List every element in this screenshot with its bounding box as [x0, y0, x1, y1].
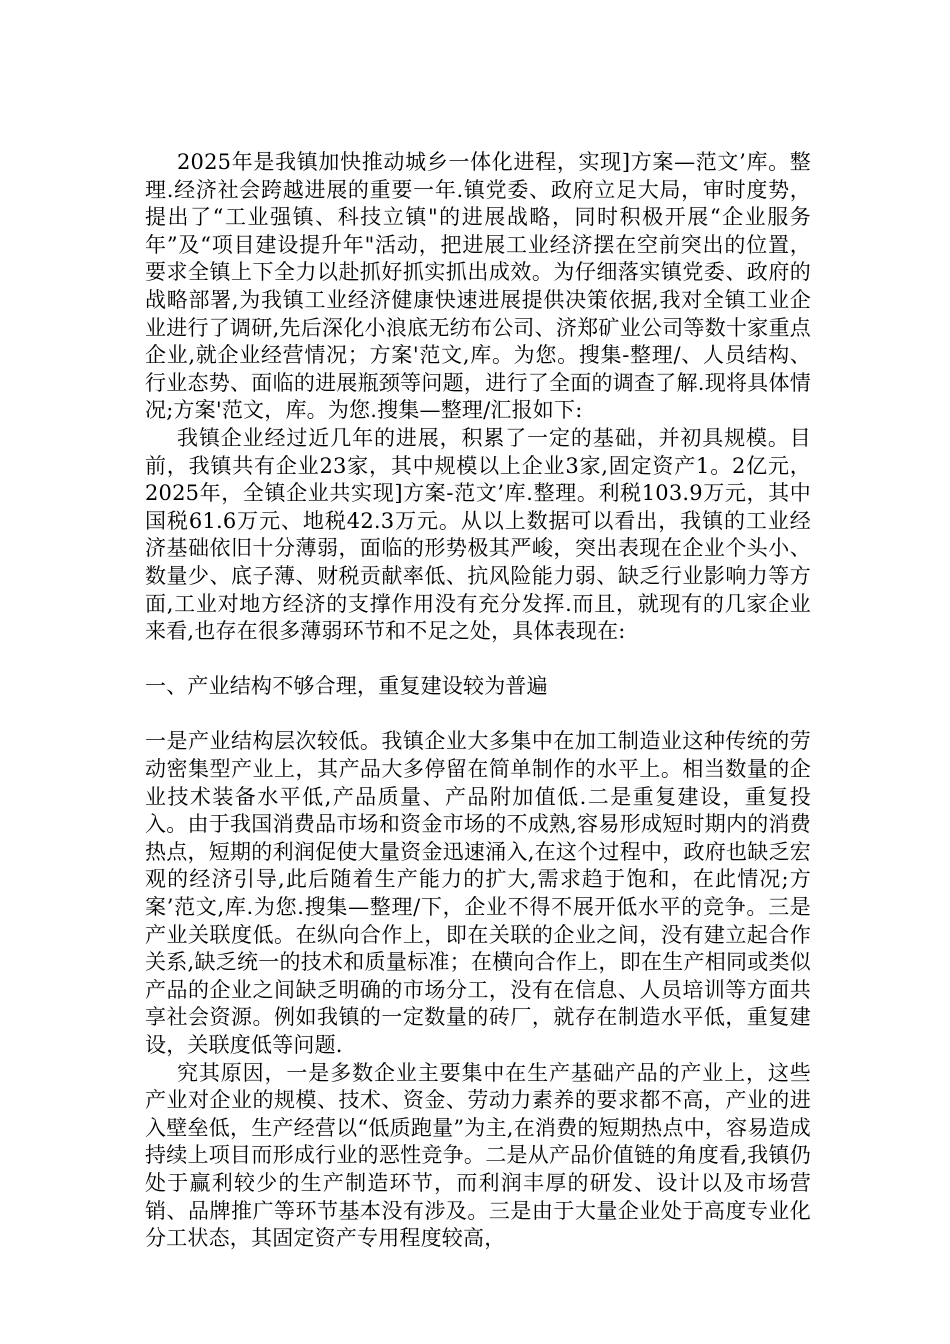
causes-paragraph: 究其原因，一是多数企业主要集中在生产基础产品的产业上，这些产业对企业的规模、技术、资金、劳动力素养的要求都不高，产业的进入壁垒低，生产经营以“低质跑量”为主,在消费的短期热点中，容易造成持续上项目而形成行业的恶性竞争。二是从产品价值链的角度看,我镇仍处于赢利较少的生产制造环节，而利润丰厚的研发、设计以及市场营销、品牌推广等环节基本没有涉及。三是由于大量企业处于高度专业化分工状态，其固定资产专用程度较高，: [145, 1060, 811, 1251]
problems-paragraph: 一是产业结构层次较低。我镇企业大多集中在加工制造业这种传统的劳动密集型产业上，其产品大多停留在简单制作的水平上。相当数量的企业技术装备水平低,产品质量、产品附加值低.二是重复建设，重复投入。由于我国消费品市场和资金市场的不成熟,容易形成短时期内的消费热点，短期的利润促使大量资金迅速涌入,在这个过程中，政府也缺乏宏观的经济引导,此后随着生产能力的扩大,需求趋于饱和，在此情况;方案’范文,库.为您.搜集—整理/下，企业不得不展开低水平的竞争。三是产业关联度低。在纵向合作上，即在关联的企业之间，没有建立起合作关系,缺乏统一的技术和质量标准；在横向合作上，即在生产相同或类似产品的企业之间缺乏明确的市场分工，没有在信息、人员培训等方面共享社会资源。例如我镇的一定数量的砖厂，就存在制造水平低，重复建设，关联度低等问题.: [145, 729, 811, 1057]
section-heading: 一、产业结构不够合理，重复建设较为普遍: [145, 674, 548, 699]
document-body: [145, 149, 811, 1253]
overview-paragraph: 我镇企业经过近几年的进展，积累了一定的基础，并初具规模。目前，我镇共有企业23家，其中规模以上企业3家,固定资产1。2亿元，2025年，全镇企业共实现]方案-范文’库.整理。利税103.9万元，其中国税61.6万元、地税42.3万元。从以上数据可以看出，我镇的工业经济基础依旧十分薄弱，面临的形势极其严峻，突出表现在企业个头小、数量少、底子薄、财税贡献率低、抗风险能力弱、缺乏行业影响力等方面,工业对地方经济的支撑作用没有充分发挥.而且，就现有的几家企业来看,也存在很多薄弱环节和不足之处，具体表现在:: [145, 425, 811, 644]
intro-paragraph: 2025年是我镇加快推动城乡一体化进程，实现]方案—范文’库。整理.经济社会跨越进展的重要一年.镇党委、政府立足大局，审时度势，提出了“工业强镇、科技立镇"的进展战略，同时积极开展“企业服务年”及“项目建设提升年"活动，把进展工业经济摆在空前突出的位置，要求全镇上下全力以赴抓好抓实抓出成效。为仔细落实镇党委、政府的战略部署,为我镇工业经济健康快速进展提供决策依据,我对全镇工业企业进行了调研,先后深化小浪底无纺布公司、济郑矿业公司等数十家重点企业,就企业经营情况；方案'范文,库。为您。搜集-整理/、人员结构、行业态势、面临的进展瓶颈等问题，进行了全面的调查了解.现将具体情况;方案'范文，库。为您.搜集—整理/汇报如下:: [145, 150, 811, 423]
